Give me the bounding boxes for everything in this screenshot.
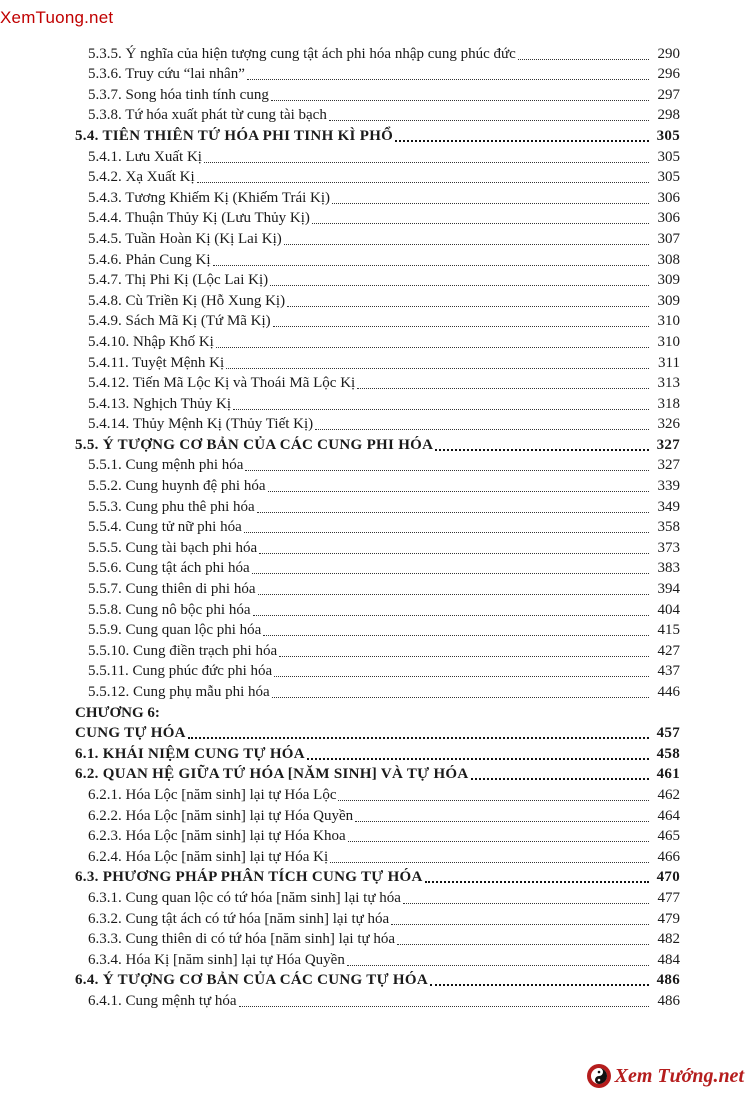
toc-entry-page: 465 <box>657 828 680 845</box>
dot-leader <box>216 337 649 348</box>
dot-leader <box>204 152 649 163</box>
toc-entry-page: 318 <box>657 395 680 412</box>
toc-entry-label: 5.3.7. Song hóa tinh tính cung <box>88 86 269 103</box>
toc-entry <box>75 928 680 949</box>
toc-entry <box>75 722 680 743</box>
dot-leader <box>518 49 649 60</box>
dot-leader <box>274 666 649 677</box>
toc-entry <box>75 577 680 598</box>
dot-leader <box>403 893 649 904</box>
toc-entry-label: 6.4. Ý TƯỢNG CƠ BẢN CỦA CÁC CUNG TỰ HÓA <box>75 972 428 989</box>
dot-leader <box>213 255 649 266</box>
toc-entry-label: 5.5.6. Cung tật ách phi hóa <box>88 560 250 577</box>
dot-leader <box>435 439 649 451</box>
toc-entry <box>75 227 680 248</box>
toc-entry-page: 326 <box>657 416 680 433</box>
dot-leader <box>188 727 649 739</box>
toc-entry <box>75 83 680 104</box>
toc-entry-page: 296 <box>657 66 680 83</box>
toc-entry-label: 5.4.3. Tương Khiếm Kị (Khiếm Trái Kị) <box>88 189 331 206</box>
toc-entry-label: 6.2.1. Hóa Lộc [năm sinh] lại tự Hóa Lộc <box>88 786 337 803</box>
toc-entry <box>75 413 680 434</box>
site-watermark: XemTuong.net <box>0 8 114 27</box>
toc-entry-page: 477 <box>657 889 680 906</box>
toc-entry <box>75 42 680 63</box>
toc-entry-label: 6.1. KHÁI NIỆM CUNG TỰ HÓA <box>75 745 305 762</box>
toc-entry-label: 5.4.9. Sách Mã Kị (Tứ Mã Kị) <box>88 313 271 330</box>
dot-leader <box>263 625 649 636</box>
toc-entry <box>75 948 680 969</box>
dot-leader <box>395 130 649 142</box>
toc-entry-page: 309 <box>657 292 680 309</box>
toc-entry <box>75 989 680 1010</box>
toc-entry-label: 6.2. QUAN HỆ GIỮA TỨ HÓA [NĂM SINH] VÀ TỰ HÓA <box>75 766 469 783</box>
dot-leader <box>355 811 649 822</box>
toc-entry-label: 6.3.4. Hóa Kị [năm sinh] lại tự Hóa Quyền <box>88 951 345 968</box>
toc-entry-page: 383 <box>657 560 680 577</box>
dot-leader <box>245 460 649 471</box>
toc-entry <box>75 351 680 372</box>
toc-entry-page: 306 <box>657 210 680 227</box>
dot-leader <box>247 69 649 80</box>
toc-entry-label: 5.4.2. Xạ Xuất Kị <box>88 169 195 186</box>
toc-entry-label: CHƯƠNG 6: <box>75 704 160 721</box>
toc-entry-page: 484 <box>657 951 680 968</box>
dot-leader <box>273 316 649 327</box>
dot-leader <box>284 234 649 245</box>
dot-leader <box>315 419 649 430</box>
toc-entry-label: 5.4.11. Tuyệt Mệnh Kị <box>88 354 225 371</box>
toc-entry-page: 470 <box>656 869 680 886</box>
toc-entry <box>75 269 680 290</box>
toc-entry <box>75 433 680 454</box>
toc-entry-label: 5.5.5. Cung tài bạch phi hóa <box>88 539 258 556</box>
toc-entry-page: 310 <box>657 313 680 330</box>
toc-entry-page: 308 <box>657 251 680 268</box>
dot-leader <box>270 275 649 286</box>
toc-entry <box>75 969 680 990</box>
toc-entry-label: 5.3.5. Ý nghĩa của hiện tượng cung tật ách phi hóa nhập cung phúc đức <box>88 45 516 62</box>
dot-leader <box>347 955 649 966</box>
toc-entry <box>75 598 680 619</box>
toc-entry-page: 394 <box>657 581 680 598</box>
toc-entry-page: 404 <box>657 601 680 618</box>
toc-entry-page: 464 <box>657 807 680 824</box>
toc-entry <box>75 392 680 413</box>
toc-entry-page: 309 <box>657 272 680 289</box>
toc-entry <box>75 289 680 310</box>
toc-entry-label: 5.5. Ý TƯỢNG CƠ BẢN CỦA CÁC CUNG PHI HÓA <box>75 436 434 453</box>
toc-entry-label: 5.4.8. Cù Triền Kị (Hỗ Xung Kị) <box>88 292 286 309</box>
toc-entry-page: 327 <box>656 436 680 453</box>
dot-leader <box>268 481 650 492</box>
toc-entry-label: 5.5.11. Cung phúc đức phi hóa <box>88 663 273 680</box>
toc-entry-page: 297 <box>657 86 680 103</box>
toc-entry-label: 6.2.3. Hóa Lộc [năm sinh] lại tự Hóa Khoa <box>88 828 346 845</box>
toc-entry-label: 6.3.2. Cung tật ách có tứ hóa [năm sinh] lại tự hóa <box>88 910 390 927</box>
toc-entry-label: 6.3. PHƯƠNG PHÁP PHÂN TÍCH CUNG TỰ HÓA <box>75 869 423 886</box>
dot-leader <box>338 790 649 801</box>
toc-entry-page: 327 <box>657 457 680 474</box>
dot-leader <box>330 852 649 863</box>
dot-leader <box>259 543 649 554</box>
toc-entry <box>75 454 680 475</box>
toc-entry-page: 486 <box>656 972 680 989</box>
toc-entry-label: 5.5.1. Cung mệnh phi hóa <box>88 457 244 474</box>
dot-leader <box>258 584 650 595</box>
toc-entry-label: 5.3.6. Truy cứu “lai nhân” <box>88 66 245 83</box>
toc-entry <box>75 660 680 681</box>
dot-leader <box>226 358 649 369</box>
toc-entry-label: 5.4.5. Tuần Hoàn Kị (Kị Lai Kị) <box>88 230 282 247</box>
dot-leader <box>197 172 649 183</box>
dot-leader <box>257 502 649 513</box>
toc-entry-label: 5.4.12. Tiến Mã Lộc Kị và Thoái Mã Lộc Kị <box>88 375 356 392</box>
toc-entry <box>75 763 680 784</box>
toc-entry-label: 5.4.4. Thuận Thủy Kị (Lưu Thủy Kị) <box>88 210 310 227</box>
dot-leader <box>252 563 649 574</box>
toc-entry-page: 307 <box>657 230 680 247</box>
toc-entry-page: 482 <box>657 931 680 948</box>
toc-entry-page: 358 <box>657 519 680 536</box>
toc-entry-page: 305 <box>657 169 680 186</box>
toc-entry-page: 461 <box>656 766 680 783</box>
dot-leader <box>233 399 649 410</box>
toc-entry-label: 5.5.10. Cung điền trạch phi hóa <box>88 642 278 659</box>
site-logo <box>587 1064 744 1088</box>
toc-entry-label: 5.5.7. Cung thiên di phi hóa <box>88 581 256 598</box>
toc-entry-page: 305 <box>656 127 680 144</box>
dot-leader <box>348 831 649 842</box>
dot-leader <box>253 605 650 616</box>
dot-leader <box>312 213 649 224</box>
toc-entry-label: 5.5.4. Cung tử nữ phi hóa <box>88 519 242 536</box>
toc-entry-page: 437 <box>657 663 680 680</box>
dot-leader <box>471 768 649 780</box>
toc-entry-page: 305 <box>657 148 680 165</box>
toc-entry-label: 6.4.1. Cung mệnh tự hóa <box>88 992 237 1009</box>
dot-leader <box>287 296 649 307</box>
toc-entry-label: 6.3.3. Cung thiên di có tứ hóa [năm sinh] lại tự hóa <box>88 931 396 948</box>
toc-entry-label: 5.4.14. Thủy Mệnh Kị (Thủy Tiết Kị) <box>88 416 314 433</box>
toc-entry <box>75 207 680 228</box>
dot-leader <box>307 748 649 760</box>
toc-entry-label: 6.2.2. Hóa Lộc [năm sinh] lại tự Hóa Quyền <box>88 807 354 824</box>
toc-entry <box>75 248 680 269</box>
toc-entry <box>75 680 680 701</box>
toc-entry-label: 5.5.2. Cung huynh đệ phi hóa <box>88 478 266 495</box>
toc-entry-label: 5.4.6. Phản Cung Kị <box>88 251 211 268</box>
toc-entry <box>75 536 680 557</box>
toc-entry-page: 313 <box>657 375 680 392</box>
toc-entry-label: 5.4.1. Lưu Xuất Kị <box>88 148 202 165</box>
dot-leader <box>272 687 649 698</box>
toc-entry-page: 290 <box>657 45 680 62</box>
dot-leader <box>357 378 649 389</box>
toc-entry-page: 373 <box>657 539 680 556</box>
toc-entry <box>75 639 680 660</box>
toc-entry-label: 5.4.10. Nhập Khố Kị <box>88 333 214 350</box>
toc-entry <box>75 104 680 125</box>
toc-entry-page: 349 <box>657 498 680 515</box>
toc-entry <box>75 330 680 351</box>
toc-entry-label: 5.3.8. Tứ hóa xuất phát từ cung tài bạch <box>88 107 327 124</box>
toc-entry-label: CUNG TỰ HÓA <box>75 725 186 742</box>
toc-entry-page: 311 <box>658 354 680 371</box>
toc-entry-page: 339 <box>657 478 680 495</box>
toc-entry-page: 457 <box>656 725 680 742</box>
toc-entry-label: 5.4. TIÊN THIÊN TỨ HÓA PHI TINH KÌ PHỔ <box>75 127 394 144</box>
toc-entry-page: 458 <box>656 745 680 762</box>
toc-entry-page: 310 <box>657 333 680 350</box>
dot-leader <box>271 90 649 101</box>
table-of-contents <box>75 42 680 1010</box>
toc-entry-label: 5.4.7. Thị Phi Kị (Lộc Lai Kị) <box>88 272 269 289</box>
toc-entry-page: 298 <box>657 107 680 124</box>
dot-leader <box>332 193 649 204</box>
toc-entry <box>75 886 680 907</box>
toc-entry-label: 5.5.3. Cung phu thê phi hóa <box>88 498 255 515</box>
toc-entry <box>75 907 680 928</box>
toc-entry <box>75 825 680 846</box>
toc-entry <box>75 372 680 393</box>
toc-entry <box>75 310 680 331</box>
toc-entry <box>75 495 680 516</box>
dot-leader <box>430 974 649 986</box>
toc-entry-label: 6.3.1. Cung quan lộc có tứ hóa [năm sinh] lại tự hóa <box>88 889 401 906</box>
toc-entry <box>75 474 680 495</box>
dot-leader <box>244 522 649 533</box>
yin-yang-icon <box>587 1064 611 1088</box>
toc-entry <box>75 186 680 207</box>
toc-entry <box>75 742 680 763</box>
dot-leader <box>425 871 649 883</box>
toc-entry <box>75 557 680 578</box>
toc-entry <box>75 166 680 187</box>
toc-entry <box>75 619 680 640</box>
toc-entry-label: 5.4.13. Nghịch Thủy Kị <box>88 395 232 412</box>
toc-entry-page: 306 <box>657 189 680 206</box>
toc-entry <box>75 63 680 84</box>
dot-leader <box>239 996 649 1007</box>
toc-entry-page: 486 <box>657 992 680 1009</box>
toc-entry-page: 427 <box>657 642 680 659</box>
toc-entry <box>75 804 680 825</box>
toc-entry-page: 415 <box>657 622 680 639</box>
toc-entry <box>75 516 680 537</box>
dot-leader <box>329 110 649 121</box>
toc-entry-label: 5.5.9. Cung quan lộc phi hóa <box>88 622 262 639</box>
toc-entry <box>75 124 680 145</box>
toc-entry-label: 5.5.8. Cung nô bộc phi hóa <box>88 601 251 618</box>
toc-entry-page: 479 <box>657 910 680 927</box>
toc-entry <box>75 701 680 722</box>
dot-leader <box>279 646 649 657</box>
toc-entry-page: 462 <box>657 786 680 803</box>
toc-entry <box>75 783 680 804</box>
toc-entry-label: 6.2.4. Hóa Lộc [năm sinh] lại tự Hóa Kị <box>88 848 329 865</box>
toc-entry <box>75 845 680 866</box>
toc-entry <box>75 866 680 887</box>
toc-entry-page: 446 <box>657 684 680 700</box>
dot-leader <box>397 934 649 945</box>
logo-text: Xem Tướng.net <box>614 1064 744 1087</box>
toc-entry <box>75 145 680 166</box>
toc-entry-page: 466 <box>657 848 680 865</box>
dot-leader <box>391 914 649 925</box>
toc-entry-label: 5.5.12. Cung phụ mẫu phi hóa <box>88 684 270 700</box>
